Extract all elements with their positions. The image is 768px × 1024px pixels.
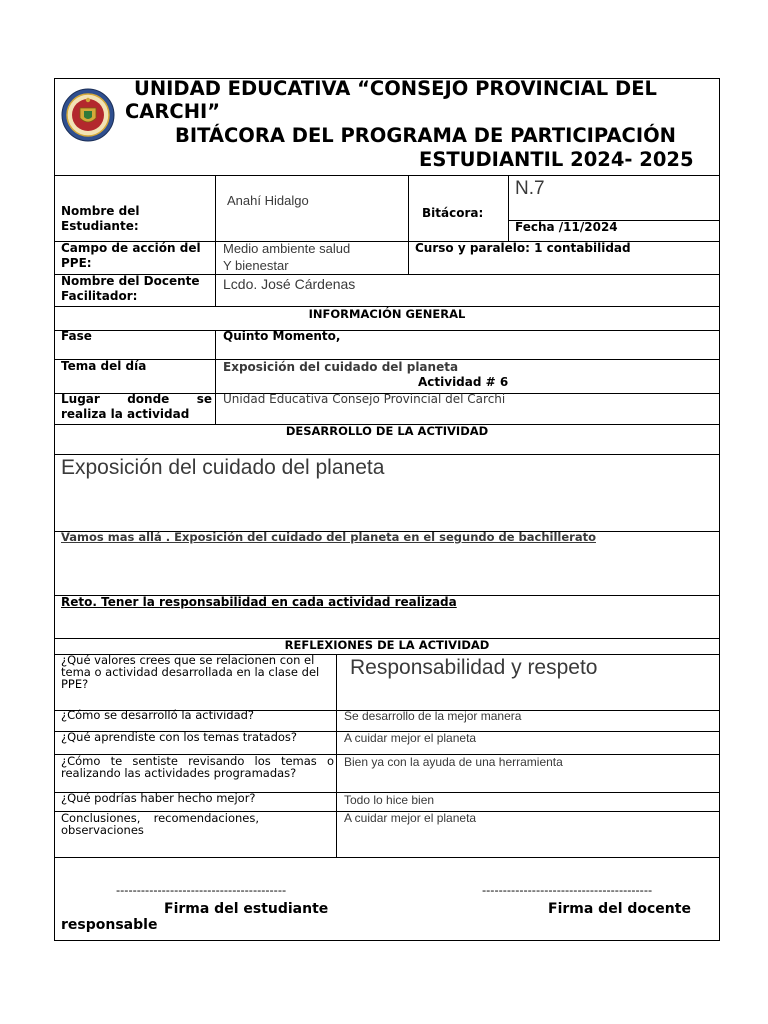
campo-label-1: Campo de acción del bbox=[61, 241, 201, 255]
reto: Reto. Tener la responsabilidad en cada actividad realizada bbox=[61, 595, 457, 609]
lugar-label-2: realiza la actividad bbox=[61, 407, 190, 421]
reflexion-question: ¿Qué podrías haber hecho mejor? bbox=[61, 791, 256, 805]
docente-value: Lcdo. José Cárdenas bbox=[223, 276, 356, 292]
student-name-label-2: Estudiante: bbox=[61, 219, 139, 233]
divider bbox=[54, 175, 720, 176]
firma-responsable: responsable bbox=[61, 917, 158, 933]
tema-value: Exposición del cuidado del planeta bbox=[223, 360, 459, 374]
bitacora-label: Bitácora: bbox=[422, 206, 484, 220]
divider bbox=[54, 454, 720, 455]
divider bbox=[54, 330, 720, 331]
student-name-value: Anahí Hidalgo bbox=[227, 193, 309, 208]
firma-estudiante: Firma del estudiante bbox=[164, 901, 329, 917]
reflexion-answer: A cuidar mejor el planeta bbox=[344, 811, 477, 825]
info-general-title: INFORMACIÓN GENERAL bbox=[308, 307, 466, 321]
desarrollo-title: DESARROLLO DE LA ACTIVIDAD bbox=[285, 424, 489, 438]
firma-docente: Firma del docente bbox=[548, 901, 691, 917]
docente-label-2: Facilitador: bbox=[61, 289, 138, 303]
bitacora-number: N.7 bbox=[515, 178, 545, 199]
divider bbox=[508, 175, 509, 241]
reflexion-question: PPE? bbox=[61, 677, 89, 691]
reflexion-question: Conclusiones, recomendaciones, bbox=[61, 811, 259, 825]
reflexion-question: ¿Cómo se desarrolló la actividad? bbox=[61, 708, 255, 722]
divider bbox=[408, 241, 409, 274]
header-line-4: ESTUDIANTIL 2024- 2025 bbox=[419, 148, 694, 171]
divider bbox=[215, 241, 216, 306]
reflexiones-title: REFLEXIONES DE LA ACTIVIDAD bbox=[284, 638, 490, 652]
reflexion-question: ¿Qué valores crees que se relacionen con el bbox=[61, 653, 315, 667]
lugar-label-1: Lugar donde se bbox=[61, 392, 212, 406]
signature-line-teacher: ----------------------------------------- bbox=[482, 883, 653, 897]
desarrollo-text: Exposición del cuidado del planeta bbox=[61, 456, 385, 479]
tema-label: Tema del día bbox=[61, 359, 147, 373]
reflexion-answer: Se desarrollo de la mejor manera bbox=[344, 709, 522, 723]
divider bbox=[408, 175, 409, 241]
campo-label-2: PPE: bbox=[61, 256, 92, 270]
divider bbox=[215, 175, 216, 241]
reflexion-question: ¿Cómo te sentiste revisando los temas o bbox=[61, 754, 334, 768]
signature-line-student: ----------------------------------------- bbox=[116, 883, 287, 897]
fase-label: Fase bbox=[61, 329, 92, 343]
lugar-value: Unidad Educativa Consejo Provincial del Carchi bbox=[223, 392, 506, 406]
vamos-mas-alla: Vamos mas allá . Exposición del cuidado del planeta en el segundo de bachillerato bbox=[61, 530, 596, 544]
campo-value-1: Medio ambiente salud bbox=[223, 241, 351, 256]
docente-label-1: Nombre del Docente bbox=[61, 274, 200, 288]
divider bbox=[336, 654, 337, 857]
reflexion-answer: Bien ya con la ayuda de una herramienta bbox=[344, 755, 563, 769]
curso-paralelo: Curso y paralelo: 1 contabilidad bbox=[415, 241, 631, 255]
divider bbox=[54, 857, 720, 858]
header-line-1: UNIDAD EDUCATIVA “CONSEJO PROVINCIAL DEL bbox=[134, 77, 657, 100]
actividad-number: Actividad # 6 bbox=[418, 375, 509, 389]
header-line-2: CARCHI” bbox=[125, 100, 221, 123]
reflexion-question: tema o actividad desarrollada en la clase del bbox=[61, 665, 320, 679]
reflexion-question: ¿Qué aprendiste con los temas tratados? bbox=[61, 730, 298, 744]
student-name-label-1: Nombre del bbox=[61, 204, 140, 218]
divider bbox=[215, 330, 216, 424]
fase-value: Quinto Momento, bbox=[223, 329, 341, 343]
reflexion-answer: Responsabilidad y respeto bbox=[350, 656, 598, 679]
reflexion-answer: Todo lo hice bien bbox=[344, 793, 435, 807]
reflexion-question: observaciones bbox=[61, 823, 144, 837]
header-line-3: BITÁCORA DEL PROGRAMA DE PARTICIPACIÓN bbox=[175, 124, 676, 147]
campo-value-2: Y bienestar bbox=[223, 258, 289, 273]
fecha: Fecha /11/2024 bbox=[515, 220, 618, 234]
reflexion-question: realizando las actividades programadas? bbox=[61, 766, 297, 780]
reflexion-answer: A cuidar mejor el planeta bbox=[344, 731, 477, 745]
